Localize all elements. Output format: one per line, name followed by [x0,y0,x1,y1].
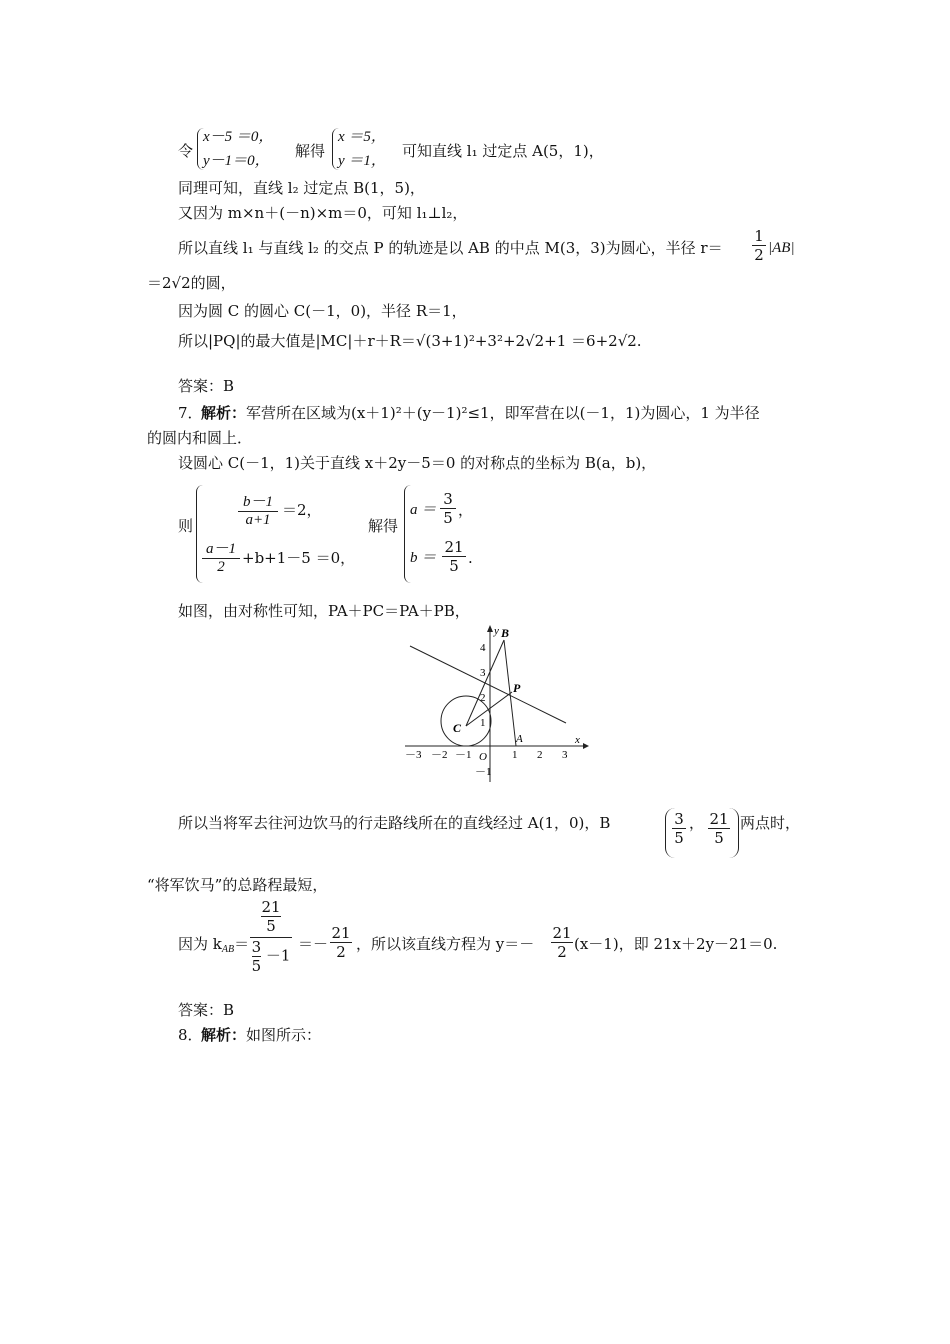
y-label: y [494,625,499,637]
punct: ， [458,501,474,519]
text-line: 如图，由对称性可知，PA＋PC＝PA＋PB， [178,602,470,620]
den-frac [252,938,262,975]
frac-den [250,937,292,975]
den-num: 3 [251,938,262,956]
coordinate-figure [395,622,595,787]
eq-rhs: +b+1－5 ＝0， [242,549,356,567]
origin-label: O [479,751,487,763]
frac-num: 21 [552,924,572,942]
text-line: 如图所示： [246,1026,322,1044]
complex-fraction [250,898,292,975]
fraction [672,810,686,847]
frac-den: 2 [202,558,240,576]
text-line: 所以直线 l₁ 与直线 l₂ 的交点 P 的轨迹是以 AB 的中点 M(3，3)为圆心，半径 r＝ [178,239,723,257]
frac-num: 1 [754,227,764,245]
text-line: “将军饮马”的总路程最短， [147,876,328,894]
frac-den: 5 [672,828,686,847]
fraction [752,227,766,264]
k-eq: ＝ [234,935,250,953]
eq-rhs: ＝2， [282,501,322,519]
text-line: (x－1)，即 21x＋2y－21＝0. [574,935,778,953]
y-arrow [487,625,493,632]
x-tick: －2 [431,749,448,761]
num-num: 21 [261,898,281,916]
frac-den: 2 [551,942,573,961]
point-a-label: A [516,733,523,745]
fraction [551,924,573,961]
text-line: ，所以该直线方程为 y＝－ [356,935,535,953]
y-tick: －1 [475,766,492,778]
symmetry-line [410,646,566,723]
eq-sign: ＝－ [298,935,329,953]
answer: 答案：B [178,1001,235,1019]
x-tick: 2 [537,749,543,761]
text-line: ＝2√2的圆， [147,274,236,292]
text-line: 的圆内和圆上． [147,429,253,447]
k-prefix: 因为 k [178,935,222,953]
text-line: 设圆心 C(－1，1)关于直线 x＋2y－5＝0 的对称点的坐标为 B(a，b)， [178,454,657,472]
frac-den: 5 [708,828,730,847]
den-tail: －1 [265,946,291,965]
frac-den: a+1 [238,511,278,529]
text-line: 因为圆 C 的圆心 C(－1，0)，半径 R＝1， [178,302,467,320]
frac-den: 5 [442,556,466,575]
fraction [330,924,352,961]
y-tick: 2 [480,692,486,704]
point-b-label: B [501,626,510,640]
text-line: 可知直线 l₁ 过定点 A(5，1)， [402,142,604,160]
text-jiede: 解得 [368,517,399,535]
punct: ， [689,814,705,832]
y-tick: 3 [480,667,486,679]
frac-den: 2 [330,942,352,961]
eq-line: y－1＝0， [203,153,270,169]
text-line: 所以当将军去往河边饮马的行走路线所在的直线经过 A(1，0)，B [178,814,611,832]
q-number: 8． [178,1026,203,1044]
frac-num: 21 [444,538,464,556]
frac-num: 21 [709,810,729,828]
frac-den: 5 [440,508,456,527]
text-jiede: 解得 [295,142,326,160]
frac-num: 3 [674,810,684,828]
fraction [238,490,278,529]
analysis-label: 解析： [201,1026,247,1044]
fraction [440,490,456,527]
eq-line: y ＝1， [338,153,386,169]
den-den: 5 [251,957,262,975]
x-tick: －3 [405,749,422,761]
x-tick: 1 [512,749,518,761]
point-c-label: C [453,721,462,735]
sol-b: b ＝ [410,550,437,566]
fraction [202,537,240,576]
answer: 答案：B [178,377,235,395]
frac-num [261,898,280,935]
point-p-label: P [513,681,521,695]
eq-line: x－5 ＝0， [203,129,274,145]
text-line [178,934,249,960]
x-arrow [583,743,589,749]
eq-line: x ＝5， [338,129,386,145]
k-sub: AB [221,944,235,955]
num-den: 5 [261,916,280,935]
text-ze: 则 [178,517,194,535]
analysis-label: 解析： [201,404,247,422]
frac-num: 3 [443,490,453,508]
y-tick: 4 [480,642,486,654]
punct: . [468,549,473,567]
text-line: 所以|PQ|的最大值是|MC|＋r＋R＝√(3+1)²+3²+2√2+1 ＝6+2√2. [178,332,642,350]
x-tick: －1 [455,749,472,761]
text-line: 军营所在区域为(x＋1)²＋(y－1)²≤1，即军营在以(－1，1)为圆心，1 为半径 [246,404,760,422]
text-line: 又因为 m×n＋(－n)×m＝0，可知 l₁⊥l₂， [178,204,468,222]
fraction [708,810,730,847]
text-line: 同理可知，直线 l₂ 过定点 B(1，5)， [178,179,425,197]
frac-den: 2 [752,245,766,264]
q-number: 7． [178,404,203,422]
text-line: 两点时， [740,814,801,832]
sol-a: a ＝ [410,502,437,518]
x-label: x [575,734,580,746]
y-tick: 1 [480,717,486,729]
frac-num: b－1 [242,494,273,510]
text-line: |AB| [768,240,795,256]
text-ling: 令 [178,142,194,160]
frac-num: a－1 [205,541,236,557]
fraction [442,538,466,575]
x-tick: 3 [562,749,568,761]
frac-num: 21 [331,924,351,942]
